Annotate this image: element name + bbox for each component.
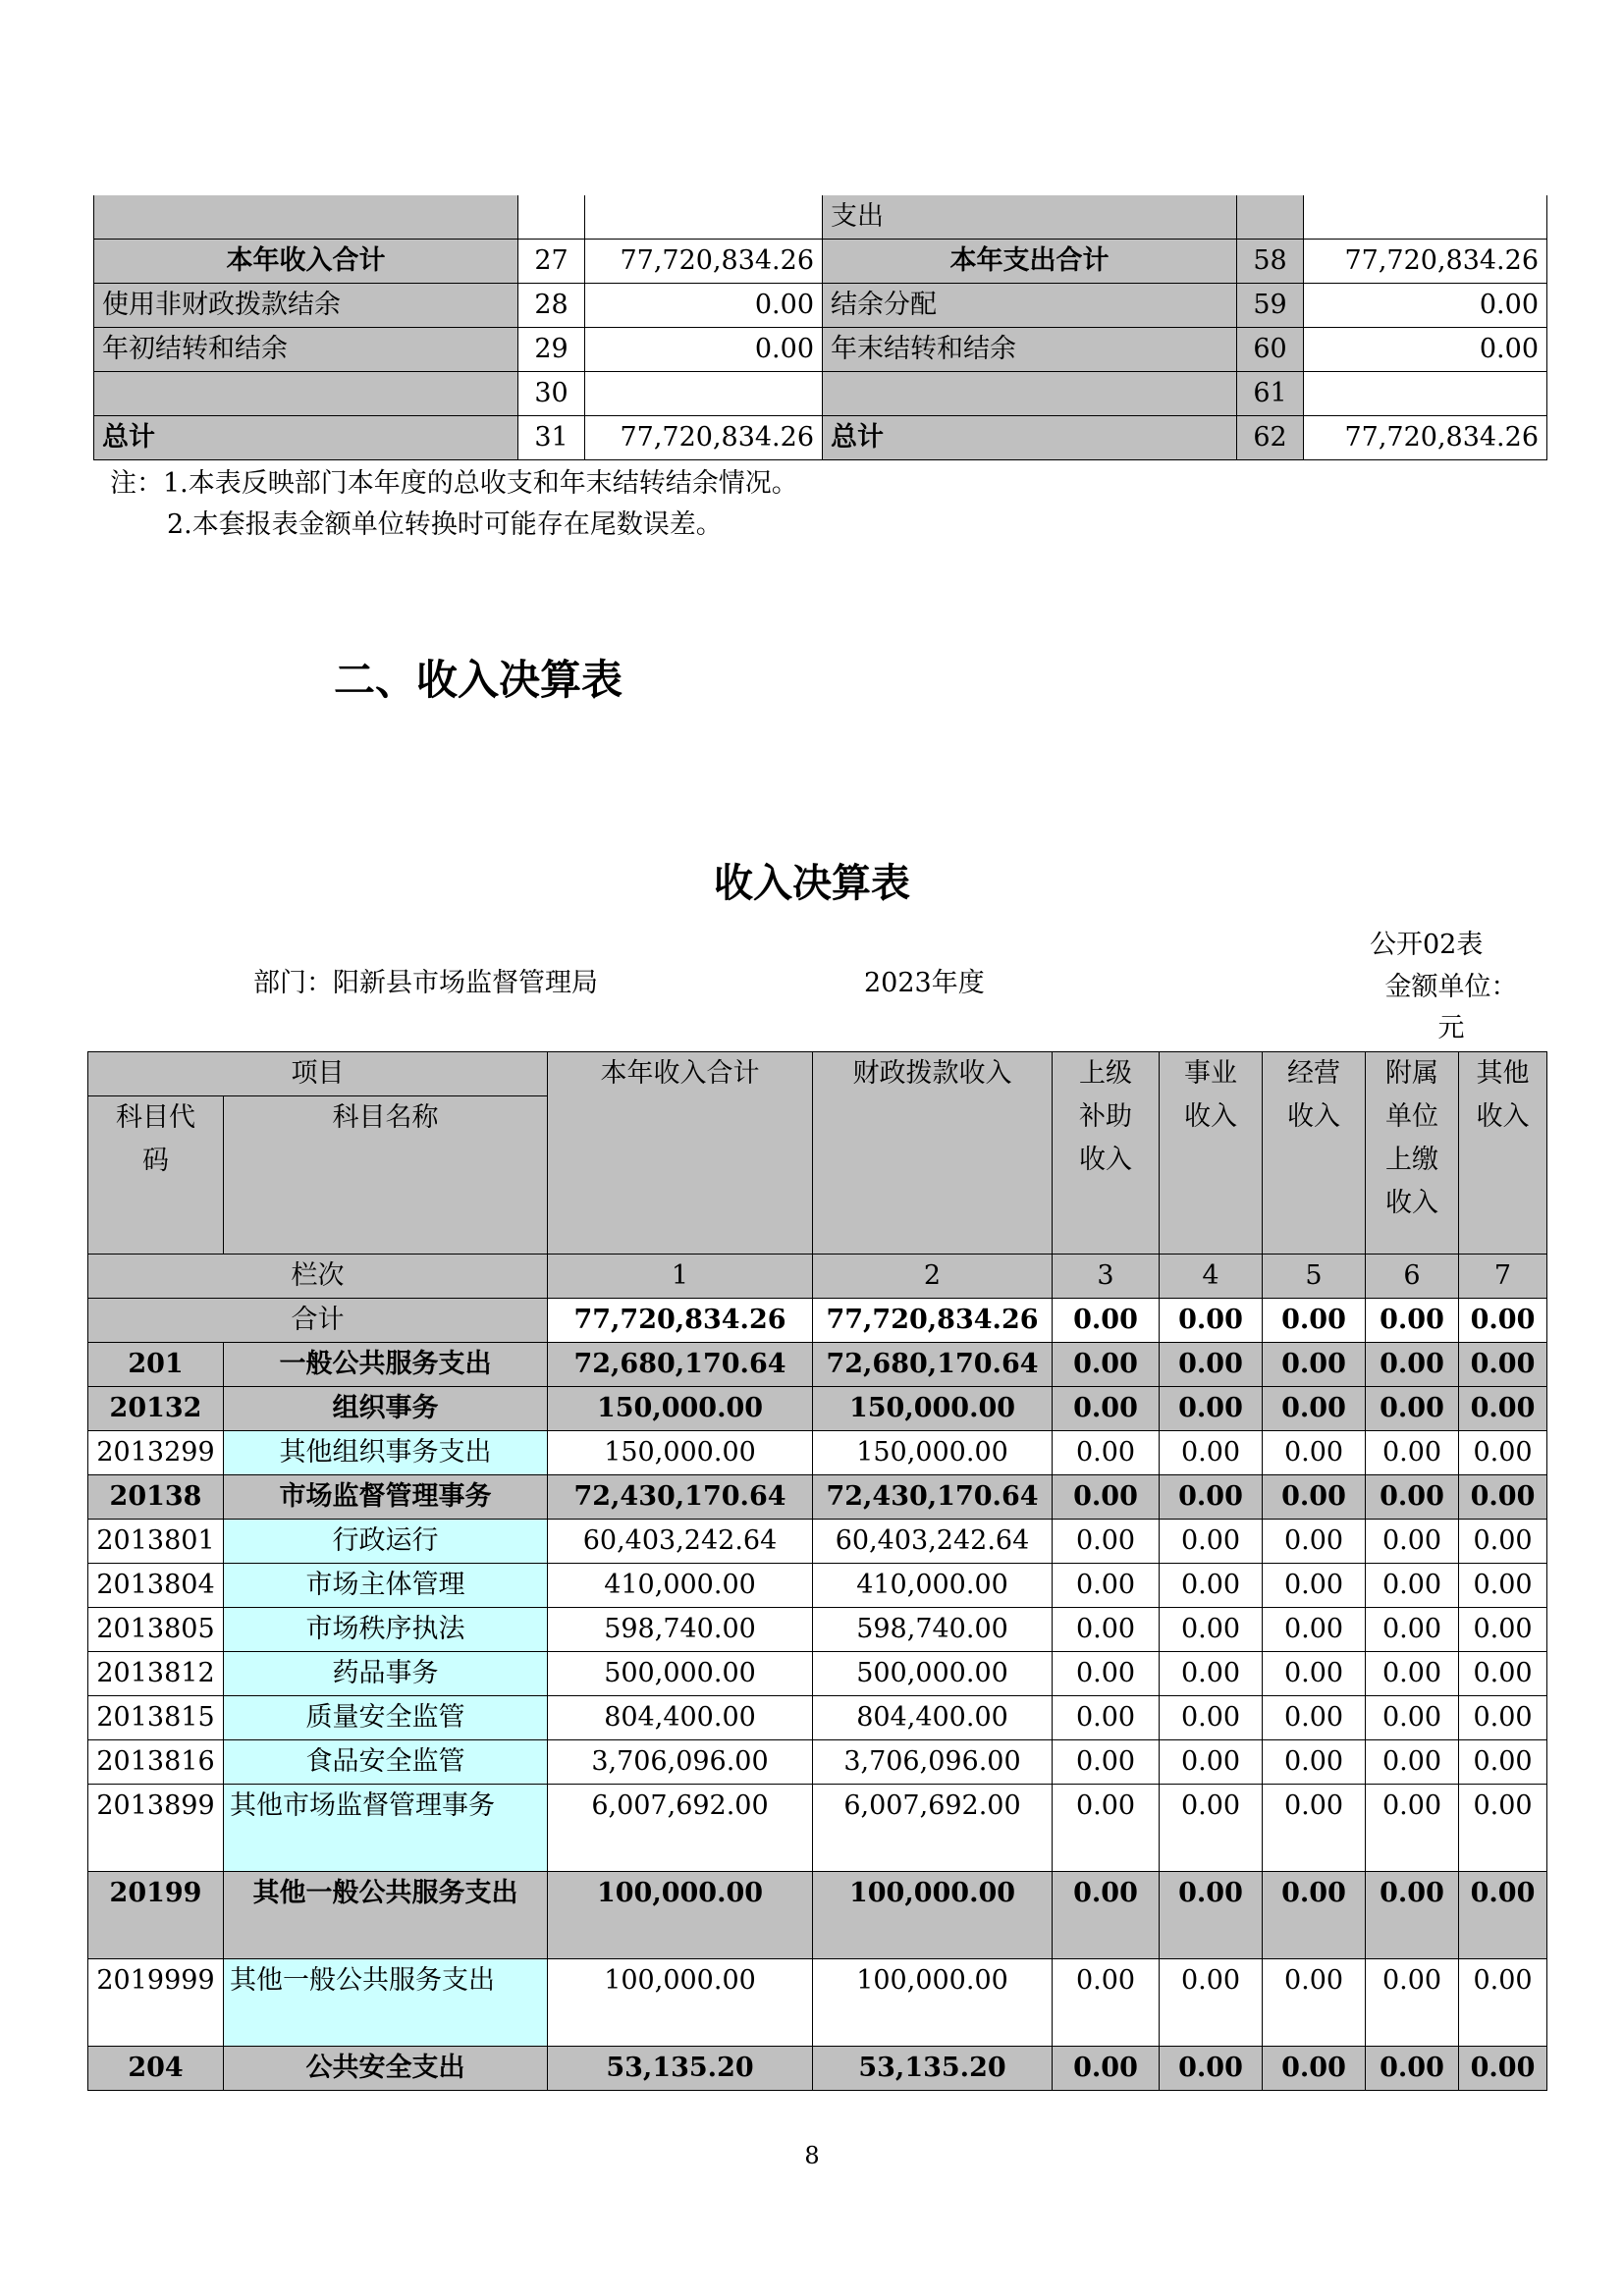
summary-left-amount — [585, 372, 823, 416]
row-value: 0.00 — [1366, 1387, 1459, 1431]
row-value: 0.00 — [1053, 1564, 1160, 1608]
row-value: 0.00 — [1263, 1343, 1366, 1387]
row-value: 0.00 — [1160, 1652, 1263, 1696]
department-label: 部门：阳新县市场监督管理局 — [253, 968, 598, 998]
row-name: 组织事务 — [224, 1387, 548, 1431]
summary-right-no: 60 — [1237, 328, 1304, 372]
row-value: 0.00 — [1459, 1652, 1547, 1696]
row-value: 0.00 — [1053, 1652, 1160, 1696]
row-value: 0.00 — [1263, 1520, 1366, 1564]
row-value: 0.00 — [1263, 1959, 1366, 2047]
row-value: 150,000.00 — [813, 1431, 1053, 1475]
table-row — [94, 416, 1547, 460]
row-name: 公共安全支出 — [224, 2047, 548, 2091]
row-value: 72,680,170.64 — [813, 1343, 1053, 1387]
row-value: 500,000.00 — [813, 1652, 1053, 1696]
header-business: 事业收入 — [1160, 1052, 1263, 1255]
summary-table — [93, 195, 1547, 460]
table-row — [94, 195, 1547, 240]
row-value: 0.00 — [1366, 1431, 1459, 1475]
summary-left-amount: 77,720,834.26 — [585, 240, 823, 284]
row-value: 6,007,692.00 — [813, 1785, 1053, 1872]
row-value: 0.00 — [1366, 1564, 1459, 1608]
total-row — [88, 1299, 1547, 1343]
row-name: 市场秩序执法 — [224, 1608, 548, 1652]
table-row — [88, 1608, 1547, 1652]
row-value: 0.00 — [1459, 1872, 1547, 1959]
row-name: 食品安全监管 — [224, 1740, 548, 1785]
row-value: 0.00 — [1459, 1475, 1547, 1520]
row-value: 0.00 — [1263, 1652, 1366, 1696]
row-value: 53,135.20 — [813, 2047, 1053, 2091]
summary-right-amount — [1304, 195, 1547, 240]
header-other: 其他收入 — [1459, 1052, 1547, 1255]
row-code: 20199 — [88, 1872, 224, 1959]
total-label: 合计 — [88, 1299, 548, 1343]
table-row — [94, 328, 1547, 372]
income-table — [87, 1051, 1547, 2091]
row-value: 0.00 — [1160, 2047, 1263, 2091]
row-value: 72,430,170.64 — [813, 1475, 1053, 1520]
row-value: 0.00 — [1263, 1696, 1366, 1740]
row-name: 市场监督管理事务 — [224, 1475, 548, 1520]
row-value: 0.00 — [1160, 1475, 1263, 1520]
table-row — [88, 1343, 1547, 1387]
table-note-1: 注：1.本表反映部门本年度的总收支和年末结转结余情况。 — [110, 468, 798, 499]
row-value: 60,403,242.64 — [548, 1520, 813, 1564]
column-number-row — [88, 1255, 1547, 1299]
table-row — [88, 1475, 1547, 1520]
row-name: 行政运行 — [224, 1520, 548, 1564]
row-value: 6,007,692.00 — [548, 1785, 813, 1872]
table-title: 收入决算表 — [714, 861, 910, 906]
row-value: 0.00 — [1053, 2047, 1160, 2091]
row-value: 0.00 — [1053, 1872, 1160, 1959]
row-code: 2013805 — [88, 1608, 224, 1652]
table-row — [88, 1564, 1547, 1608]
fiscal-year: 2023年度 — [864, 968, 985, 998]
row-value: 0.00 — [1366, 1520, 1459, 1564]
row-value: 0.00 — [1459, 1564, 1547, 1608]
row-value: 72,430,170.64 — [548, 1475, 813, 1520]
row-value: 100,000.00 — [813, 1959, 1053, 2047]
row-value: 0.00 — [1459, 1520, 1547, 1564]
row-value: 0.00 — [1053, 1696, 1160, 1740]
row-value: 100,000.00 — [548, 1959, 813, 2047]
row-value: 0.00 — [1160, 1785, 1263, 1872]
row-value: 0.00 — [1366, 1475, 1459, 1520]
section-heading: 二、收入决算表 — [334, 656, 623, 704]
summary-right-amount: 0.00 — [1304, 284, 1547, 328]
column-number: 5 — [1263, 1255, 1366, 1299]
page-number: 8 — [804, 2142, 820, 2169]
row-value: 0.00 — [1263, 1475, 1366, 1520]
table-note-2: 2.本套报表金额单位转换时可能存在尾数误差。 — [167, 509, 723, 540]
row-value: 0.00 — [1263, 2047, 1366, 2091]
row-value: 0.00 — [1263, 1608, 1366, 1652]
table-row — [94, 240, 1547, 284]
row-code: 2013299 — [88, 1431, 224, 1475]
summary-right-amount: 77,720,834.26 — [1304, 240, 1547, 284]
row-name: 市场主体管理 — [224, 1564, 548, 1608]
column-number-label: 栏次 — [88, 1255, 548, 1299]
summary-left-label — [94, 195, 518, 240]
total-value: 77,720,834.26 — [813, 1299, 1053, 1343]
row-value: 500,000.00 — [548, 1652, 813, 1696]
row-value: 0.00 — [1459, 1343, 1547, 1387]
form-number: 公开02表 — [1370, 930, 1484, 960]
row-value: 0.00 — [1459, 1431, 1547, 1475]
row-value: 0.00 — [1459, 1785, 1547, 1872]
summary-left-no: 27 — [518, 240, 585, 284]
row-name: 其他组织事务支出 — [224, 1431, 548, 1475]
row-value: 150,000.00 — [548, 1387, 813, 1431]
row-value: 0.00 — [1366, 1959, 1459, 2047]
summary-right-no: 62 — [1237, 416, 1304, 460]
row-value: 100,000.00 — [813, 1872, 1053, 1959]
summary-left-label — [94, 372, 518, 416]
row-value: 0.00 — [1459, 1387, 1547, 1431]
row-code: 2013801 — [88, 1520, 224, 1564]
row-value: 3,706,096.00 — [548, 1740, 813, 1785]
row-value: 0.00 — [1366, 1740, 1459, 1785]
header-name: 科目名称 — [224, 1096, 548, 1255]
row-value: 0.00 — [1366, 1343, 1459, 1387]
row-value: 0.00 — [1053, 1740, 1160, 1785]
row-value: 0.00 — [1459, 1696, 1547, 1740]
row-value: 0.00 — [1160, 1343, 1263, 1387]
row-value: 0.00 — [1053, 1387, 1160, 1431]
summary-right-no: 58 — [1237, 240, 1304, 284]
summary-right-no — [1237, 195, 1304, 240]
row-value: 0.00 — [1263, 1564, 1366, 1608]
header-total: 本年收入合计 — [548, 1052, 813, 1255]
row-name: 质量安全监管 — [224, 1696, 548, 1740]
row-code: 204 — [88, 2047, 224, 2091]
row-code: 2013899 — [88, 1785, 224, 1872]
row-value: 598,740.00 — [548, 1608, 813, 1652]
amount-unit: 金额单位：元 — [1384, 972, 1518, 1043]
summary-right-label: 总计 — [823, 416, 1237, 460]
table-row — [88, 1520, 1547, 1564]
summary-right-label: 结余分配 — [823, 284, 1237, 328]
column-number: 7 — [1459, 1255, 1547, 1299]
row-value: 0.00 — [1160, 1872, 1263, 1959]
row-value: 72,680,170.64 — [548, 1343, 813, 1387]
row-value: 0.00 — [1160, 1696, 1263, 1740]
table-row — [88, 1872, 1547, 1959]
row-value: 0.00 — [1053, 1520, 1160, 1564]
summary-right-label: 支出 — [823, 195, 1237, 240]
summary-left-label: 年初结转和结余 — [94, 328, 518, 372]
row-value: 0.00 — [1160, 1387, 1263, 1431]
row-value: 0.00 — [1160, 1564, 1263, 1608]
row-code: 201 — [88, 1343, 224, 1387]
table-row — [94, 372, 1547, 416]
total-value: 0.00 — [1459, 1299, 1547, 1343]
header-affiliated: 附属单位上缴收入 — [1366, 1052, 1459, 1255]
row-value: 0.00 — [1053, 1959, 1160, 2047]
row-code: 20138 — [88, 1475, 224, 1520]
row-value: 0.00 — [1366, 1872, 1459, 1959]
row-value: 0.00 — [1160, 1520, 1263, 1564]
summary-right-no: 61 — [1237, 372, 1304, 416]
summary-left-no: 30 — [518, 372, 585, 416]
column-number: 4 — [1160, 1255, 1263, 1299]
row-code: 2013816 — [88, 1740, 224, 1785]
total-value: 0.00 — [1263, 1299, 1366, 1343]
table-row — [88, 1959, 1547, 2047]
summary-left-no: 28 — [518, 284, 585, 328]
table-row — [88, 1431, 1547, 1475]
summary-left-amount: 77,720,834.26 — [585, 416, 823, 460]
row-value: 0.00 — [1053, 1608, 1160, 1652]
table-row — [94, 284, 1547, 328]
row-value: 0.00 — [1459, 2047, 1547, 2091]
row-code: 2013815 — [88, 1696, 224, 1740]
row-value: 150,000.00 — [813, 1387, 1053, 1431]
row-value: 0.00 — [1459, 1740, 1547, 1785]
table-row — [88, 1387, 1547, 1431]
row-value: 0.00 — [1366, 1785, 1459, 1872]
summary-left-no: 29 — [518, 328, 585, 372]
summary-right-amount: 0.00 — [1304, 328, 1547, 372]
row-name: 其他市场监督管理事务 — [224, 1785, 548, 1872]
total-value: 0.00 — [1366, 1299, 1459, 1343]
row-value: 0.00 — [1160, 1740, 1263, 1785]
header-superior: 上级补助收入 — [1053, 1052, 1160, 1255]
row-value: 0.00 — [1160, 1431, 1263, 1475]
row-value: 60,403,242.64 — [813, 1520, 1053, 1564]
header-operating: 经营收入 — [1263, 1052, 1366, 1255]
row-value: 0.00 — [1053, 1785, 1160, 1872]
header-code: 科目代码 — [88, 1096, 224, 1255]
column-number: 3 — [1053, 1255, 1160, 1299]
row-value: 0.00 — [1366, 2047, 1459, 2091]
column-number: 1 — [548, 1255, 813, 1299]
row-name: 其他一般公共服务支出 — [224, 1872, 548, 1959]
row-value: 53,135.20 — [548, 2047, 813, 2091]
table-row — [88, 1740, 1547, 1785]
summary-left-label: 使用非财政拨款结余 — [94, 284, 518, 328]
table-row — [88, 1652, 1547, 1696]
total-value: 77,720,834.26 — [548, 1299, 813, 1343]
row-value: 0.00 — [1263, 1785, 1366, 1872]
summary-left-label: 总计 — [94, 416, 518, 460]
row-value: 0.00 — [1263, 1387, 1366, 1431]
total-value: 0.00 — [1053, 1299, 1160, 1343]
row-value: 0.00 — [1053, 1475, 1160, 1520]
row-value: 598,740.00 — [813, 1608, 1053, 1652]
table-row — [88, 2047, 1547, 2091]
summary-left-amount — [585, 195, 823, 240]
summary-left-no — [518, 195, 585, 240]
summary-left-label: 本年收入合计 — [94, 240, 518, 284]
row-code: 2019999 — [88, 1959, 224, 2047]
row-value: 0.00 — [1053, 1431, 1160, 1475]
summary-right-amount — [1304, 372, 1547, 416]
row-name: 药品事务 — [224, 1652, 548, 1696]
summary-right-label: 年末结转和结余 — [823, 328, 1237, 372]
summary-right-amount: 77,720,834.26 — [1304, 416, 1547, 460]
row-value: 410,000.00 — [813, 1564, 1053, 1608]
header-project: 项目 — [88, 1052, 548, 1096]
row-value: 410,000.00 — [548, 1564, 813, 1608]
header-row — [88, 1052, 1547, 1096]
column-number: 2 — [813, 1255, 1053, 1299]
total-value: 0.00 — [1160, 1299, 1263, 1343]
row-name: 一般公共服务支出 — [224, 1343, 548, 1387]
summary-right-no: 59 — [1237, 284, 1304, 328]
row-value: 0.00 — [1459, 1959, 1547, 2047]
row-value: 150,000.00 — [548, 1431, 813, 1475]
row-value: 804,400.00 — [813, 1696, 1053, 1740]
row-value: 0.00 — [1263, 1431, 1366, 1475]
summary-left-no: 31 — [518, 416, 585, 460]
row-value: 0.00 — [1263, 1872, 1366, 1959]
row-value: 0.00 — [1263, 1740, 1366, 1785]
row-code: 2013804 — [88, 1564, 224, 1608]
row-code: 20132 — [88, 1387, 224, 1431]
row-value: 0.00 — [1366, 1696, 1459, 1740]
summary-left-amount: 0.00 — [585, 328, 823, 372]
row-value: 0.00 — [1459, 1608, 1547, 1652]
row-value: 0.00 — [1366, 1608, 1459, 1652]
row-value: 804,400.00 — [548, 1696, 813, 1740]
summary-left-amount: 0.00 — [585, 284, 823, 328]
column-number: 6 — [1366, 1255, 1459, 1299]
summary-right-label: 本年支出合计 — [823, 240, 1237, 284]
row-value: 3,706,096.00 — [813, 1740, 1053, 1785]
row-value: 0.00 — [1160, 1608, 1263, 1652]
row-value: 0.00 — [1160, 1959, 1263, 2047]
row-value: 0.00 — [1366, 1652, 1459, 1696]
row-value: 0.00 — [1053, 1343, 1160, 1387]
row-code: 2013812 — [88, 1652, 224, 1696]
row-value: 100,000.00 — [548, 1872, 813, 1959]
table-row — [88, 1696, 1547, 1740]
row-name: 其他一般公共服务支出 — [224, 1959, 548, 2047]
summary-right-label — [823, 372, 1237, 416]
table-row — [88, 1785, 1547, 1872]
header-fiscal: 财政拨款收入 — [813, 1052, 1053, 1255]
